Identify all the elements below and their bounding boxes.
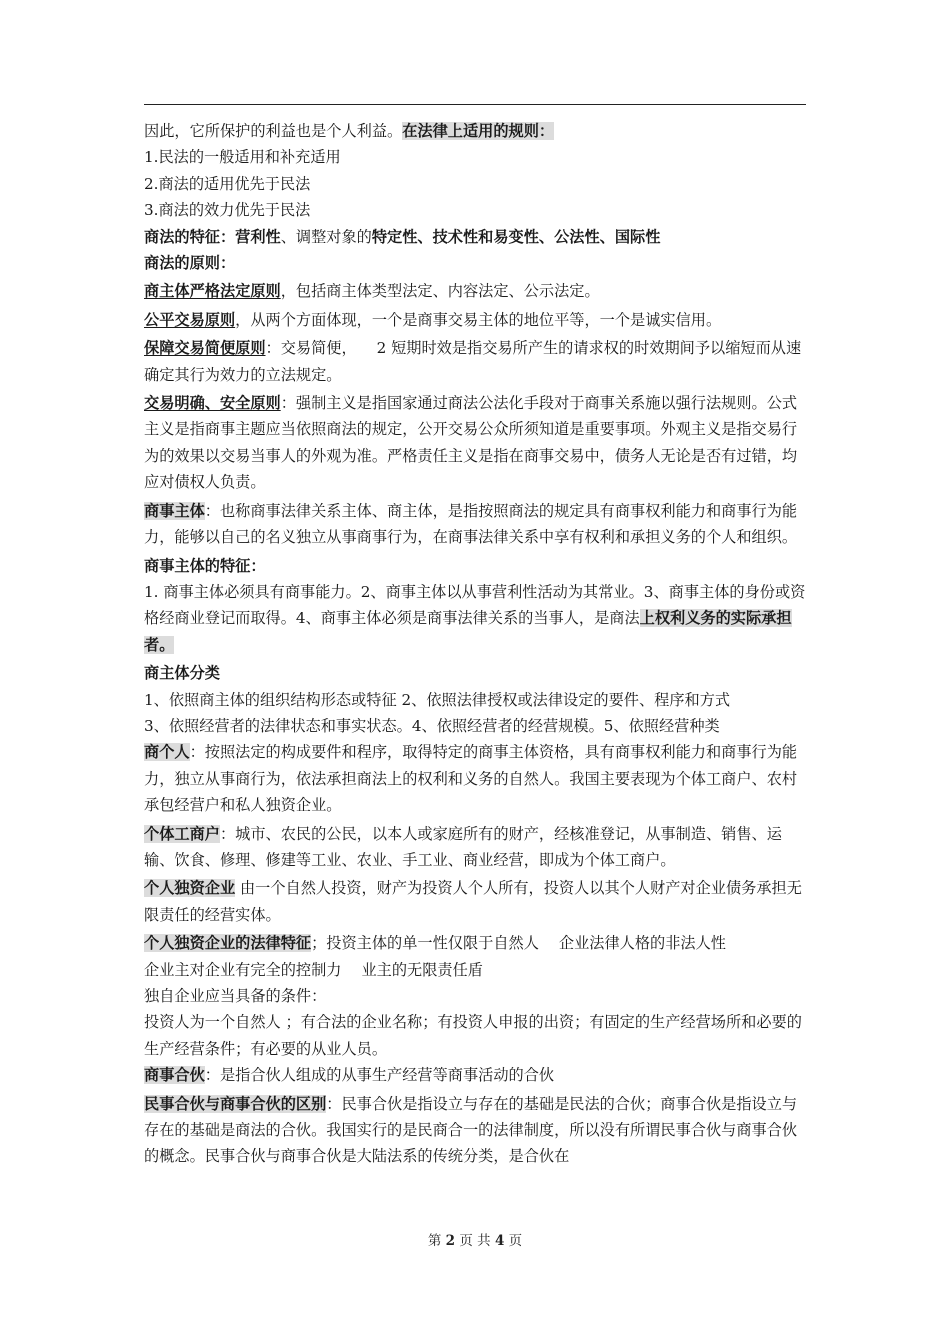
principle-text: ：强制主义是指国家通过商法公法化手段对于商事关系施以强行法规则。公式主义是指商事主题应当依照商法的规定，公开交易公众所须知道是重要事项。外观主义是指交易行为的效果以交易当事人的外观为准。严格责任主义是指在商事交易中，债务人无论是否有过错，均应对债权人负责。 [144,394,798,492]
definition-term: 个体工商户 [144,824,220,843]
principle-strict-legality [144,278,808,304]
definition-term: 商个人 [144,743,190,762]
features-terms: 特定性、技术性和易变性、公法性、国际性 [371,227,661,246]
classification-line: 3、依照经营者的法律状态和事实状态。4、依照经营者的经营规模。5、依照经营种类 [144,716,720,735]
body-text: 因此，它所保护的利益也是个人利益。 [144,122,403,140]
definition-text: ：也称商事法律关系主体、商主体，是指按照商法的规定具有商事权利能力和商事行为能力，能够以自己的名义独立从事商事行为，在商事法律关系中享有权利和承担义务的个人和组织。 [144,501,798,547]
body-text-2: 业主的无限责任盾 [361,960,483,979]
subject-features-text [144,579,808,658]
page-footer [0,1229,950,1249]
rule-item: 1.民法的一般适用和补充适用 [144,148,341,167]
features-line [144,224,808,250]
features-label: 商法的特征： [144,227,236,246]
definition-text: ；投资主体的单一性仅限于自然人 [311,934,539,953]
principle-term: 保障交易简便原则 [144,339,266,358]
definition-sole-proprietorship [144,875,808,928]
definition-text: ：民事合伙是指设立与存在的基础是民法的合伙；商事合伙是指设立与存在的基础是商法的合伙。我国实行的是民商合一的法律制度，所以没有所谓民事合伙与商事合伙的概念。民事合伙与商事合伙是大陆法系的传统分类，是合伙在 [144,1094,798,1166]
definition-term: 商事合伙 [144,1066,205,1085]
principle-convenience [144,335,808,388]
principle-term: 商主体严格法定原则 [144,282,281,301]
principle-text: ：交易简便， [265,339,357,358]
principle-term: 交易明确、安全原则 [144,394,281,413]
paragraph [144,118,808,144]
definition-individual-business [144,821,808,874]
rule-item: 2.商法的适用优先于民法 [144,174,311,193]
highlight-text: 上权利义务的实际承担者。 [144,609,792,654]
features-connector: 、调整对象的 [280,227,372,246]
definition-term: 个人独资企业的法律特征 [144,934,312,953]
header-rule [144,104,806,105]
heading-subject-classification: 商主体分类 [144,664,220,683]
classification-line: 1、依照商主体的组织结构形态或特征 2、依照法律授权或法律设定的要件、程序和方式 [144,690,731,709]
definition-text: ：是指合伙人组成的从事生产经营等商事活动的合伙 [204,1066,555,1085]
footer-prefix: 第 [427,1233,442,1249]
principle-term: 公平交易原则 [144,310,236,329]
footer-page-number: 2 [445,1233,456,1249]
heading-applicable-rules: 在法律上适用的规则： [402,122,555,140]
body-text: 企业主对企业有完全的控制力 [144,960,342,979]
footer-suffix: 页 [508,1233,523,1249]
footer-total-pages: 4 [494,1233,505,1249]
definition-individual-merchant [144,739,808,818]
definition-text: 由一个自然人投资，财产为投资人个人所有，投资人以其个人财产对企业债务承担无限责任的经营实体。 [144,879,802,924]
heading-subject-features: 商事主体的特征： [144,556,266,575]
sole-proprietorship-features-cont [144,957,808,983]
rule-item: 3.商法的效力优先于民法 [144,201,311,220]
definition-text: ：按照法定的构成要件和程序，取得特定的商事主体资格，具有商事权利能力和商事行为能力，独立从事商行为，依法承担商法上的权利和义务的自然人。我国主要表现为个体工商户、农村承包经营户和私人独资企业。 [144,743,798,815]
partnership-difference [144,1091,808,1170]
definition-text: ：城市、农民的公民，以本人或家庭所有的财产，经核准登记，从事制造、销售、运输、饮食、修理、修建等工业、农业、手工业、商业经营，即成为个体工商户。 [144,824,782,869]
conditions-heading: 独自企业应当具备的条件： [144,987,327,1005]
document-body [144,118,808,1170]
principle-text-2: 2 短期时效是指交易所产生的请求权的时效期间予以缩短而从速确定其行为效力的立法规定。 [144,339,802,384]
principle-text: ，包括商主体类型法定、内容法定、公示法定。 [280,282,600,301]
sole-proprietorship-features [144,930,808,956]
principle-security [144,390,808,496]
definition-term: 民事合伙与商事合伙的区别 [144,1094,327,1113]
footer-mid: 页 共 [459,1233,491,1249]
definition-term: 个人独资企业 [144,879,236,898]
heading-principles: 商法的原则： [144,254,236,273]
principle-fair-trade [144,307,808,333]
definition-commercial-partnership [144,1062,808,1088]
definition-commercial-subject [144,498,808,551]
principle-text: ，从两个方面体现，一个是商事交易主体的地位平等，一个是诚实信用。 [235,310,722,329]
features-term: 营利性 [235,227,281,246]
definition-term: 商事主体 [144,501,205,520]
body-text: 1. 商事主体必须具有商事能力。2、商事主体以从事营利性活动为其常业。3、商事主体的身份或资格经商业登记而取得。4、商事主体必须是商事法律关系的当事人，是商法 [144,582,806,628]
conditions-text: 投资人为一个自然人 ；有合法的企业名称；有投资人申报的出资；有固定的生产经营场所和必要的生产经营条件；有必要的从业人员。 [144,1013,802,1058]
definition-text-2: 企业法律人格的非法人性 [558,934,726,953]
